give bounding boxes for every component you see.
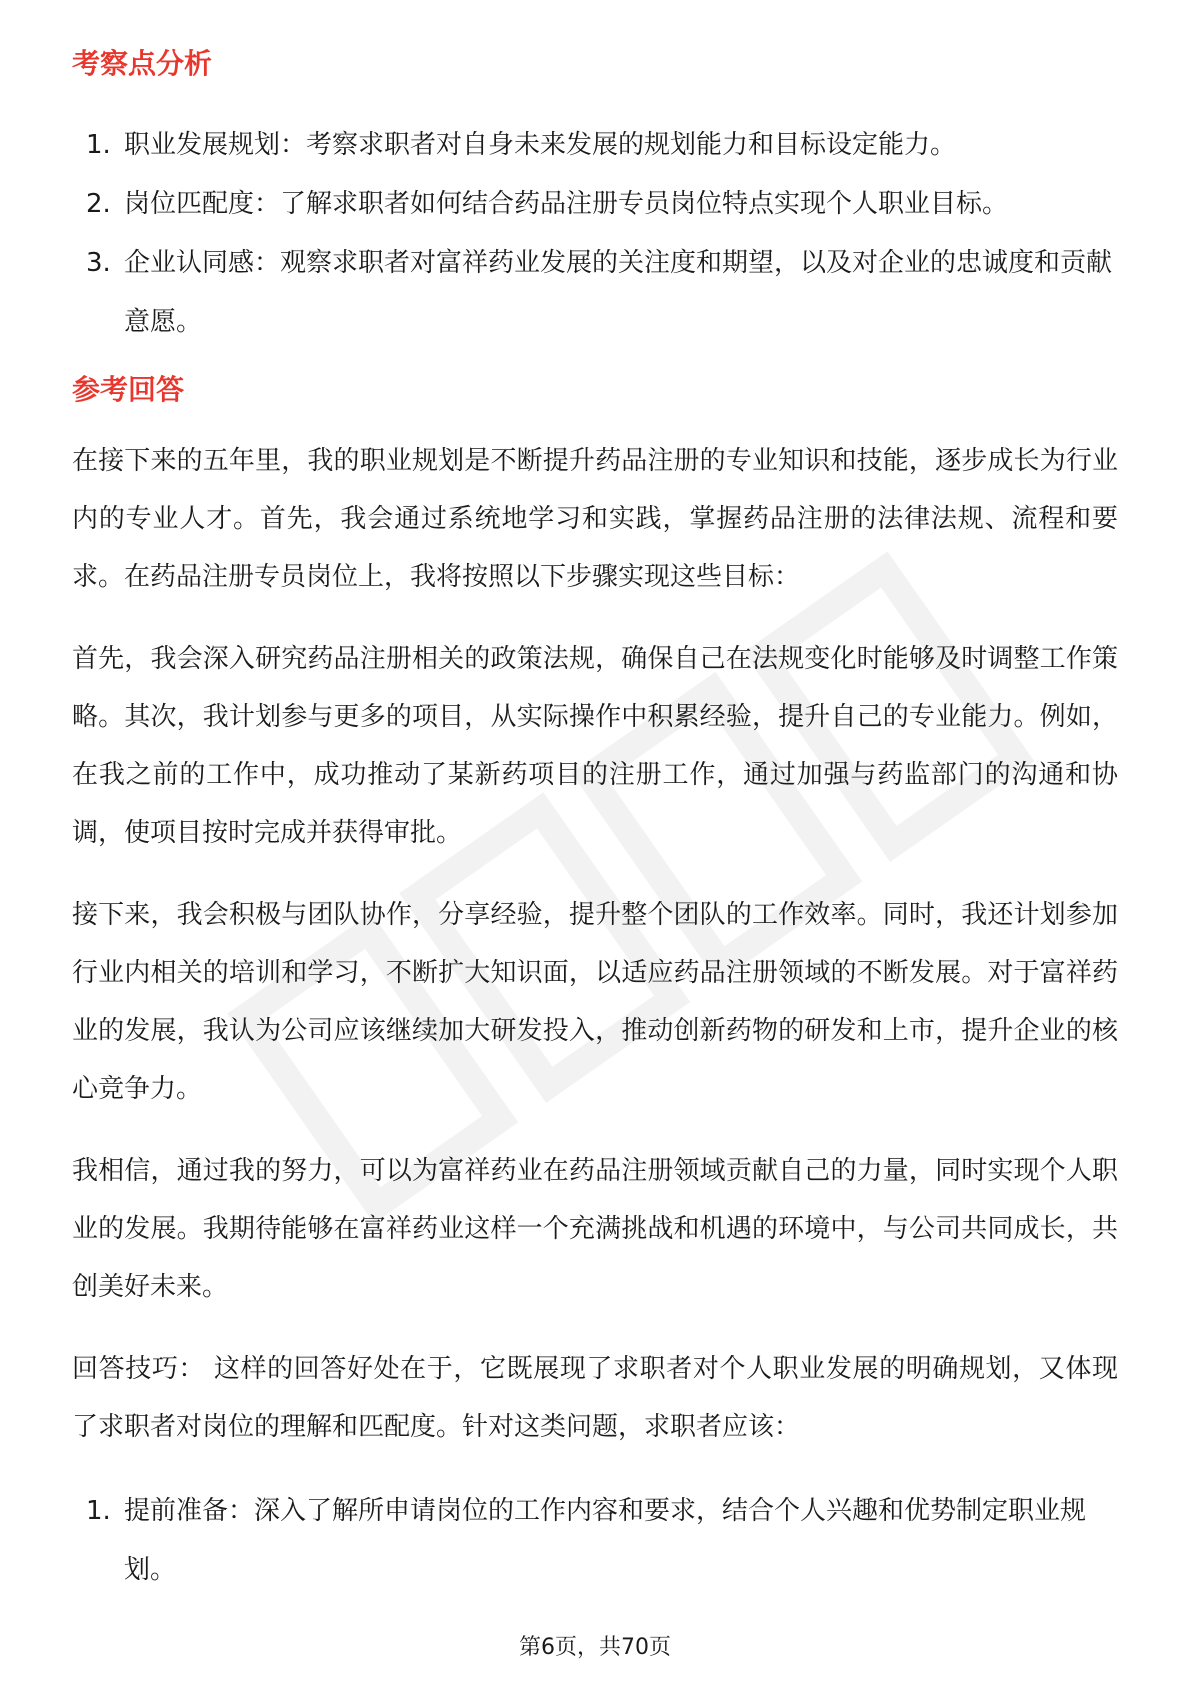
list-item (72, 116, 1118, 175)
answer-paragraph: 接下来，我会积极与团队协作，分享经验，提升整个团队的工作效率。同时，我还计划参加行业内相关的培训和学习，不断扩大知识面，以适应药品注册领域的不断发展。对于富祥药业的发展，我认为公司应该继续加大研发投入，推动创新药物的研发和上市，提升企业的核心竞争力。 (72, 900, 1118, 1104)
list-text: 岗位匹配度：了解求职者如何结合药品注册专员岗位特点实现个人职业目标。 (124, 189, 1009, 219)
list-number: 1. (86, 1496, 111, 1526)
reference-heading: 参考回答 (72, 373, 185, 406)
reference-heading-wrap (72, 370, 1118, 410)
document-page (72, 44, 1118, 1600)
tips-list (72, 1482, 1118, 1600)
answer-paragraph: 我相信，通过我的努力，可以为富祥药业在药品注册领域贡献自己的力量，同时实现个人职业的发展。我期待能够在富祥药业这样一个充满挑战和机遇的环境中，与公司共同成长，共创美好未来。 (72, 1156, 1118, 1302)
analysis-list (72, 116, 1118, 352)
list-number: 1. (86, 130, 111, 160)
list-item (72, 175, 1118, 234)
list-text: 职业发展规划：考察求职者对自身未来发展的规划能力和目标设定能力。 (124, 130, 957, 160)
list-item (72, 1482, 1118, 1600)
list-text: 企业认同感：观察求职者对富祥药业发展的关注度和期望，以及对企业的忠诚度和贡献意愿。 (124, 248, 1113, 337)
analysis-heading-wrap (72, 44, 1118, 92)
page-footer: 第6页，共70页 (519, 1635, 671, 1660)
answer-paragraph: 在接下来的五年里，我的职业规划是不断提升药品注册的专业知识和技能，逐步成长为行业内的专业人才。首先，我会通过系统地学习和实践，掌握药品注册的法律法规、流程和要求。在药品注册专员岗位上，我将按照以下步骤实现这些目标： (72, 446, 1118, 592)
analysis-heading: 考察点分析 (72, 47, 213, 80)
list-number: 3. (86, 248, 111, 278)
list-text: 提前准备：深入了解所申请岗位的工作内容和要求，结合个人兴趣和优势制定职业规划。 (124, 1496, 1087, 1585)
list-item (72, 234, 1118, 352)
answer-paragraph: 首先，我会深入研究药品注册相关的政策法规，确保自己在法规变化时能够及时调整工作策略。其次，我计划参与更多的项目，从实际操作中积累经验，提升自己的专业能力。例如，在我之前的工作中，成功推动了某新药项目的注册工作，通过加强与药监部门的沟通和协调，使项目按时完成并获得审批。 (72, 644, 1118, 848)
tips-paragraph: 回答技巧： 这样的回答好处在于，它既展现了求职者对个人职业发展的明确规划，又体现了求职者对岗位的理解和匹配度。针对这类问题，求职者应该： (72, 1354, 1118, 1442)
list-number: 2. (86, 189, 111, 219)
